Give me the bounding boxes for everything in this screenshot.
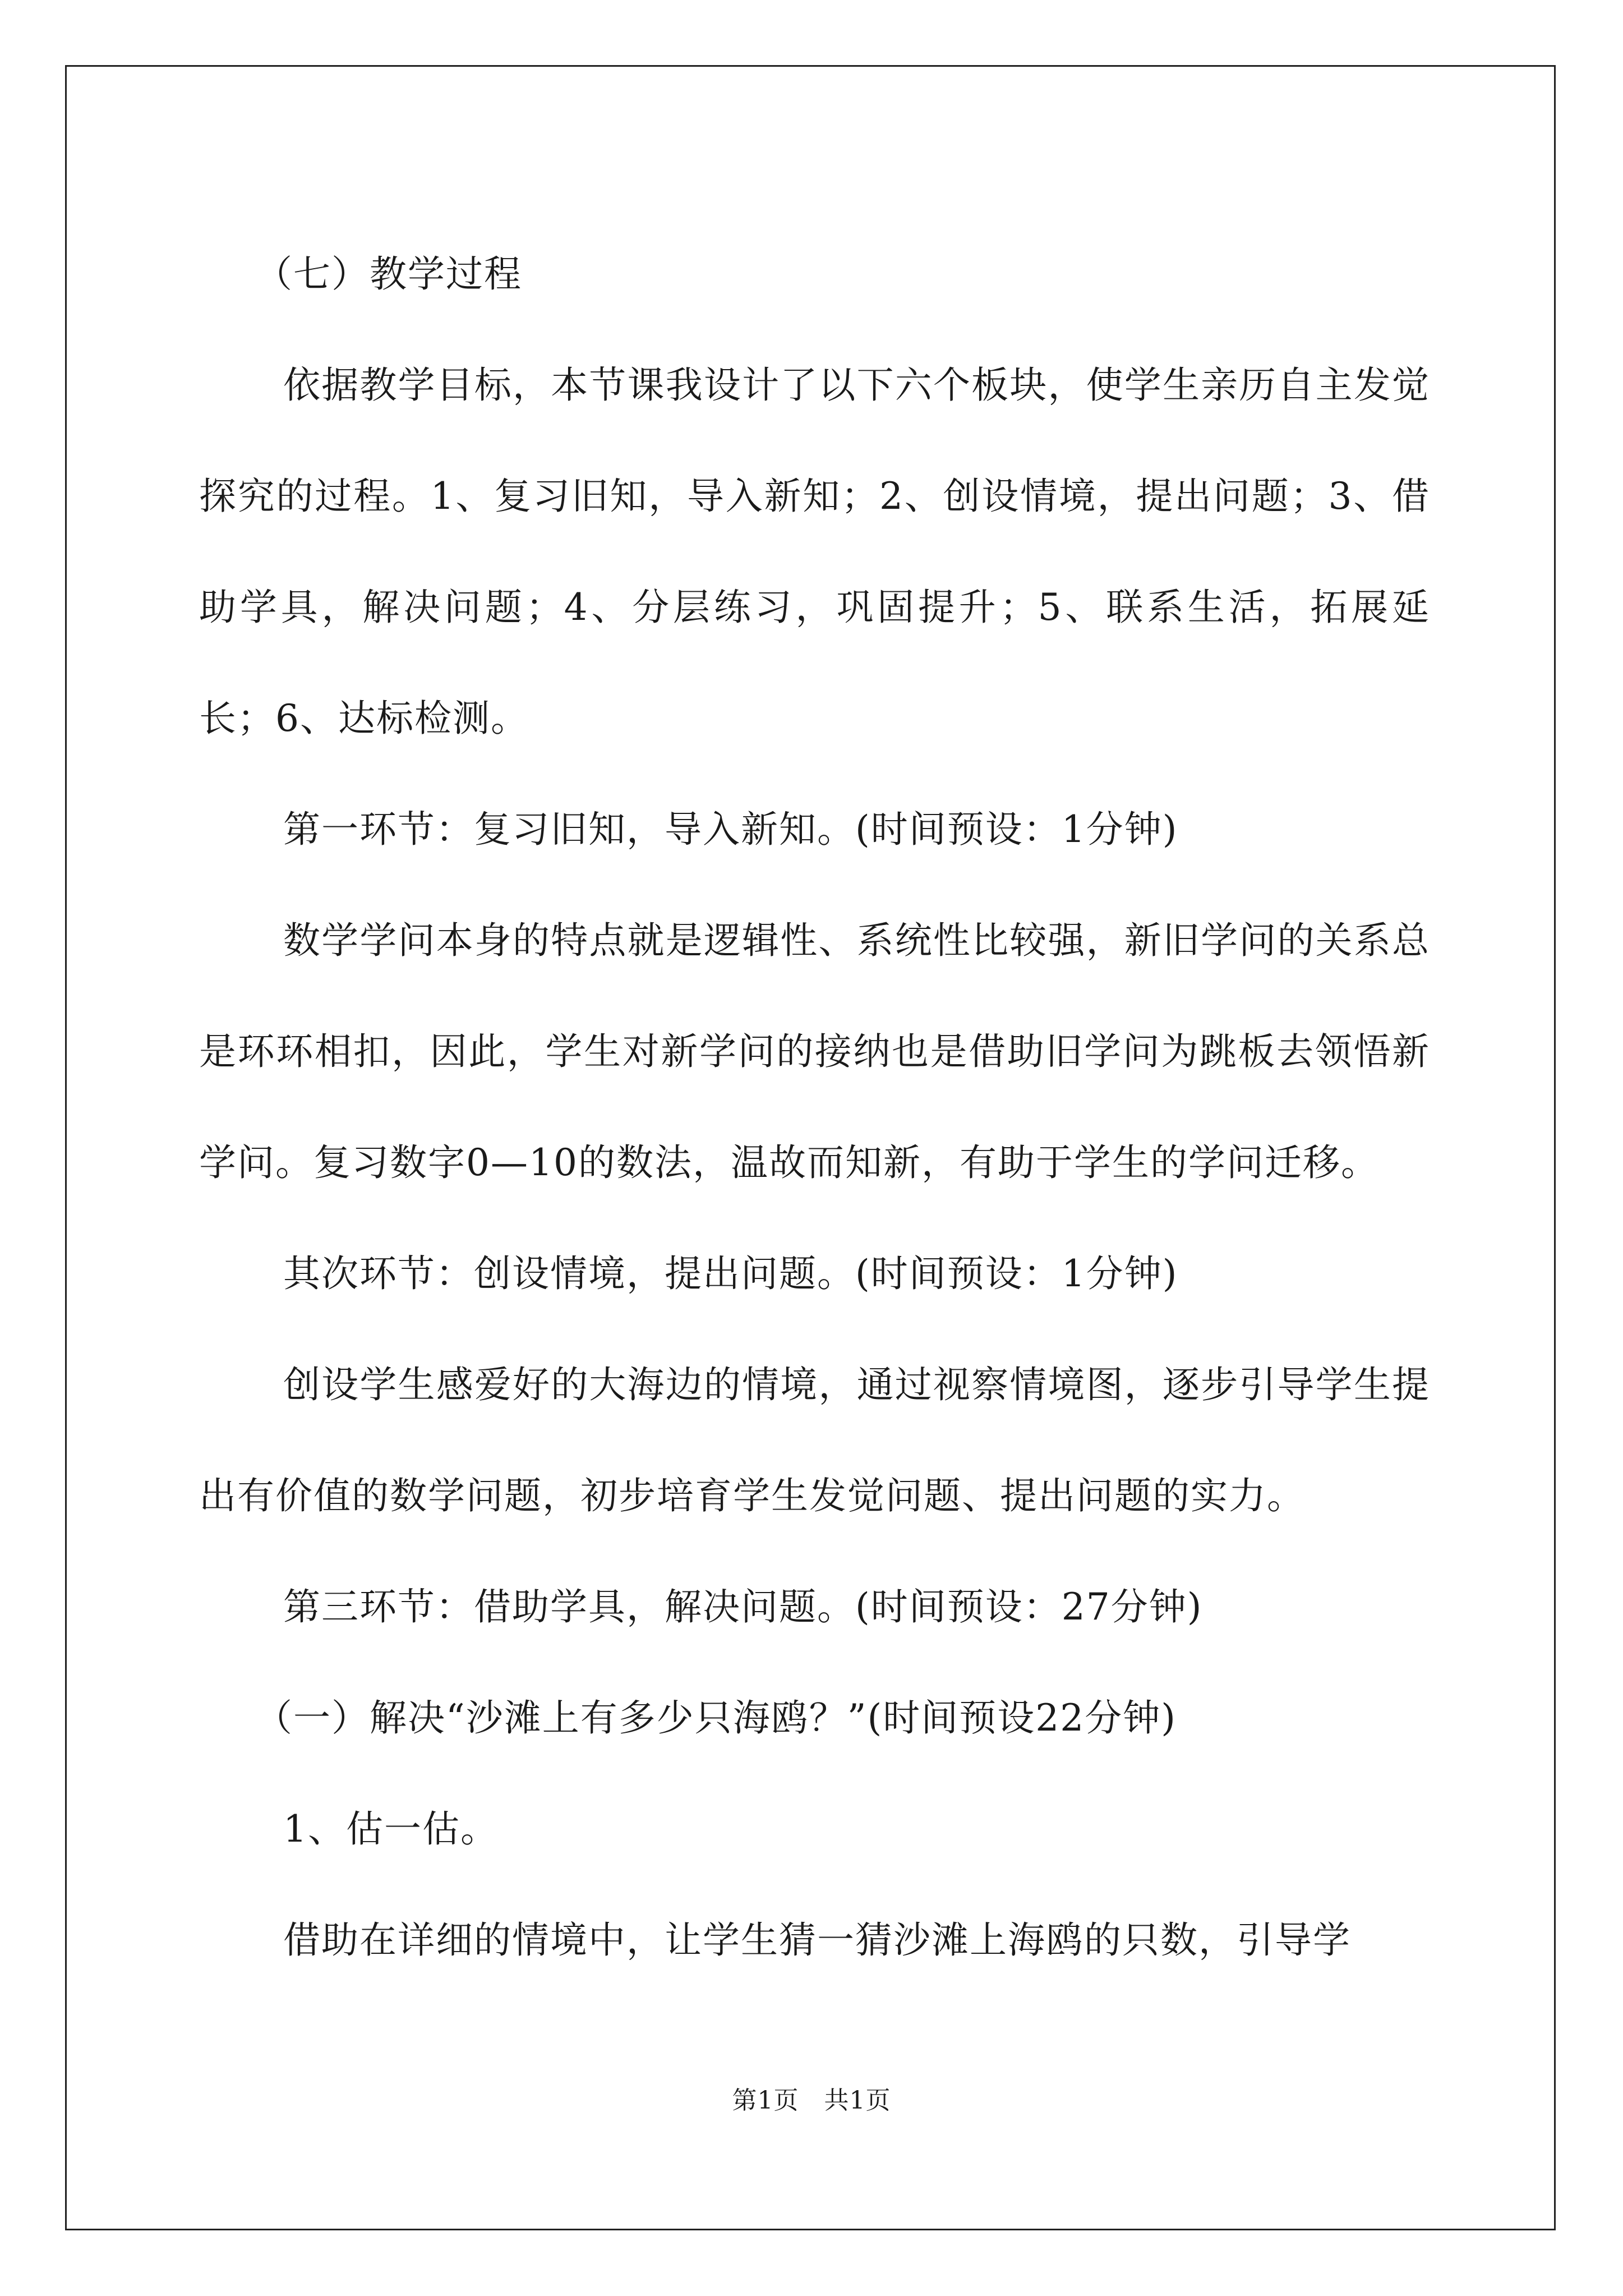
subsection-heading: （一）解决“沙滩上有多少只海鸥？”(时间预设22分钟) <box>255 1696 1177 1740</box>
paragraph: 其次环节：创设情境，提出问题。(时间预设：1分钟) <box>283 1252 1178 1295</box>
section-heading: （七）教学过程 <box>255 252 522 296</box>
paragraph: 数学学问本身的特点就是逻辑性、系统性比较强，新旧学问的关系总是环环相扣，因此，学生对新学问的接纳也是借助旧学问为跳板去领悟新学问。复习数字0—10的数法，温故而知新，有助于学生的学问迁移。 <box>199 919 1430 1184</box>
paragraph: 借助在详细的情境中，让学生猜一猜沙滩上海鸥的只数，引导学 <box>283 1918 1351 1962</box>
paragraph: 第三环节：借助学具，解决问题。(时间预设：27分钟) <box>283 1585 1203 1628</box>
paragraph: 依据教学目标，本节课我设计了以下六个板块，使学生亲历自主发觉探究的过程。1、复习旧知，导入新知；2、创设情境，提出问题；3、借助学具，解决问题；4、分层练习，巩固提升；5、联系生活，拓展延长；6、达标检测。 <box>199 364 1430 740</box>
page-footer: 第1页 共1页 <box>732 2086 891 2115</box>
paragraph: 第一环节：复习旧知，导入新知。(时间预设：1分钟) <box>283 808 1178 851</box>
paragraph: 1、估一估。 <box>283 1807 499 1851</box>
document-body <box>199 219 1430 1996</box>
paragraph: 创设学生感爱好的大海边的情境，通过视察情境图，逐步引导学生提出有价值的数学问题，初步培育学生发觉问题、提出问题的实力。 <box>199 1363 1430 1517</box>
